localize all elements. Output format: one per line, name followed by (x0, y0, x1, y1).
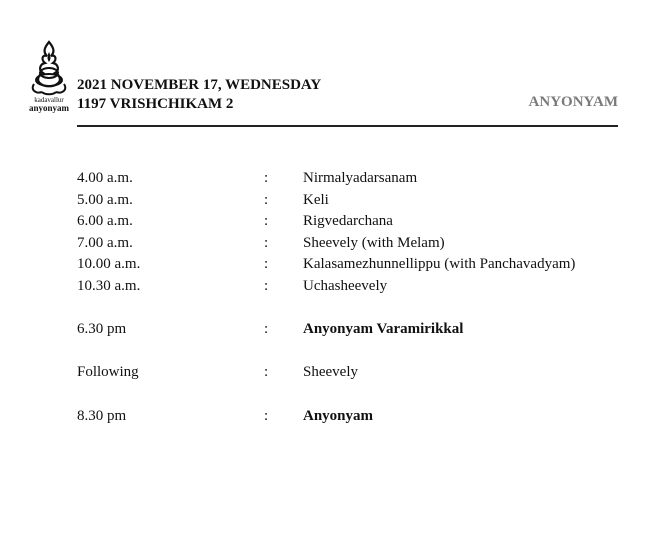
schedule-event: Keli (303, 191, 329, 208)
malayalam-date: 1197 VRISHCHIKAM 2 (77, 96, 234, 112)
schedule-separator: : (264, 191, 269, 208)
schedule-separator: : (264, 321, 269, 338)
brand-title: ANYONYAM (528, 94, 618, 110)
schedule-time: 4.00 a.m. (77, 170, 133, 186)
schedule-time: 6.00 a.m. (77, 213, 133, 230)
schedule-event: Rigvedarchana (303, 213, 393, 230)
schedule-separator: : (264, 256, 269, 273)
schedule-event: Kalasamezhunnellippu (with Panchavadyam) (303, 256, 576, 273)
logo-text-line2: anyonyam (28, 103, 69, 113)
schedule-separator: : (264, 277, 269, 294)
schedule-time: 8.30 pm (77, 407, 127, 424)
schedule-time: 10.30 a.m. (77, 277, 141, 294)
schedule-time: 6.30 pm (77, 321, 127, 338)
schedule-separator: : (264, 407, 269, 424)
flame-lamp-logo-icon (26, 40, 72, 96)
schedule-row (77, 190, 618, 212)
schedule-row (77, 406, 618, 428)
schedule-time: 7.00 a.m. (77, 234, 133, 251)
schedule-row (77, 276, 618, 298)
schedule-time: 5.00 a.m. (77, 191, 133, 208)
schedule-separator: : (264, 234, 269, 251)
header-divider (77, 125, 618, 127)
schedule-event: Anyonyam Varamirikkal (303, 321, 464, 338)
schedule-event: Uchasheevely (303, 277, 388, 294)
schedule-row (77, 233, 618, 255)
schedule-event: Sheevely (303, 364, 358, 381)
schedule-time: 10.00 a.m. (77, 256, 141, 273)
schedule-row (77, 211, 618, 233)
schedule-separator: : (264, 170, 269, 186)
schedule-event: Anyonyam (303, 407, 374, 424)
schedule-event: Nirmalyadarsanam (303, 170, 418, 186)
logo (26, 40, 72, 114)
schedule-row (77, 168, 618, 190)
schedule-row (77, 319, 618, 341)
schedule-separator: : (264, 213, 269, 230)
schedule-list (77, 168, 618, 427)
gregorian-date: 2021 NOVEMBER 17, WEDNESDAY (77, 77, 322, 93)
schedule-event: Sheevely (with Melam) (303, 234, 445, 251)
schedule-row (77, 254, 618, 276)
schedule-separator: : (264, 364, 269, 381)
schedule-row (77, 362, 618, 384)
schedule-time: Following (77, 364, 139, 381)
logo-text-line1: kadavallur (34, 96, 64, 104)
